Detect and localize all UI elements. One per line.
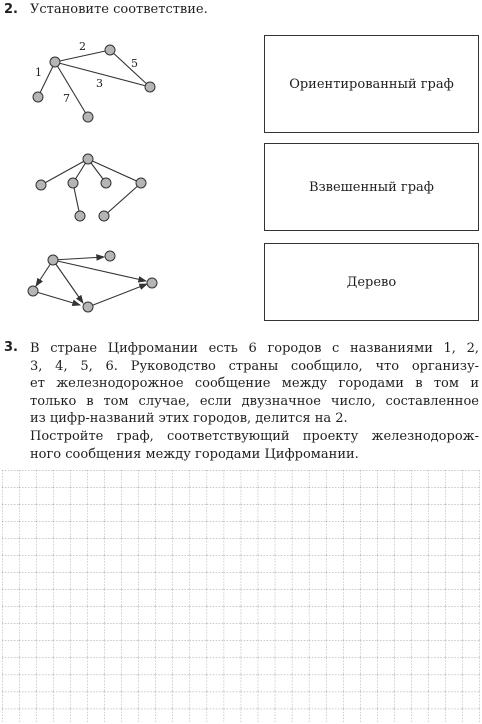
task2-title: Установите соответствие. (30, 2, 208, 17)
option-label: Ориентированный граф (289, 76, 454, 92)
task2-number: 2. (4, 2, 18, 17)
edge-weight-label: 3 (96, 77, 103, 90)
edge-weight-label: 2 (79, 40, 86, 53)
task3-text (30, 340, 479, 463)
task3-line: В стране Цифромании есть 6 городов с названиями 1, 2, (30, 341, 479, 356)
edge-weight-label: 1 (35, 66, 42, 79)
edge-weight-label: 5 (131, 57, 138, 70)
task3-line: Постройте граф, соответствующий проекту железнодорож- (30, 428, 479, 444)
task3-line: только в том случае, если двузначное число, составленное (30, 393, 479, 409)
task3-line: ет железнодорожное сообщение между городами в том и (30, 376, 479, 392)
option-box-tree (264, 243, 479, 321)
option-box-directed-graph (264, 35, 479, 133)
task3-line: из цифр-названий этих городов, делится на 2. (30, 411, 348, 427)
option-box-weighted-graph (264, 143, 479, 231)
task3-number: 3. (4, 340, 18, 355)
tree-graph-diagram (41, 159, 141, 216)
answer-grid[interactable] (2, 470, 480, 722)
task3-line: 3, 4, 5, 6. Руководство страны сообщило, что организу- (30, 358, 479, 374)
task3-line: ного сообщения между городами Цифромании. (30, 446, 359, 462)
option-label: Дерево (346, 274, 397, 290)
option-label: Взвешенный граф (309, 179, 434, 195)
edge-weight-label: 7 (63, 92, 70, 105)
